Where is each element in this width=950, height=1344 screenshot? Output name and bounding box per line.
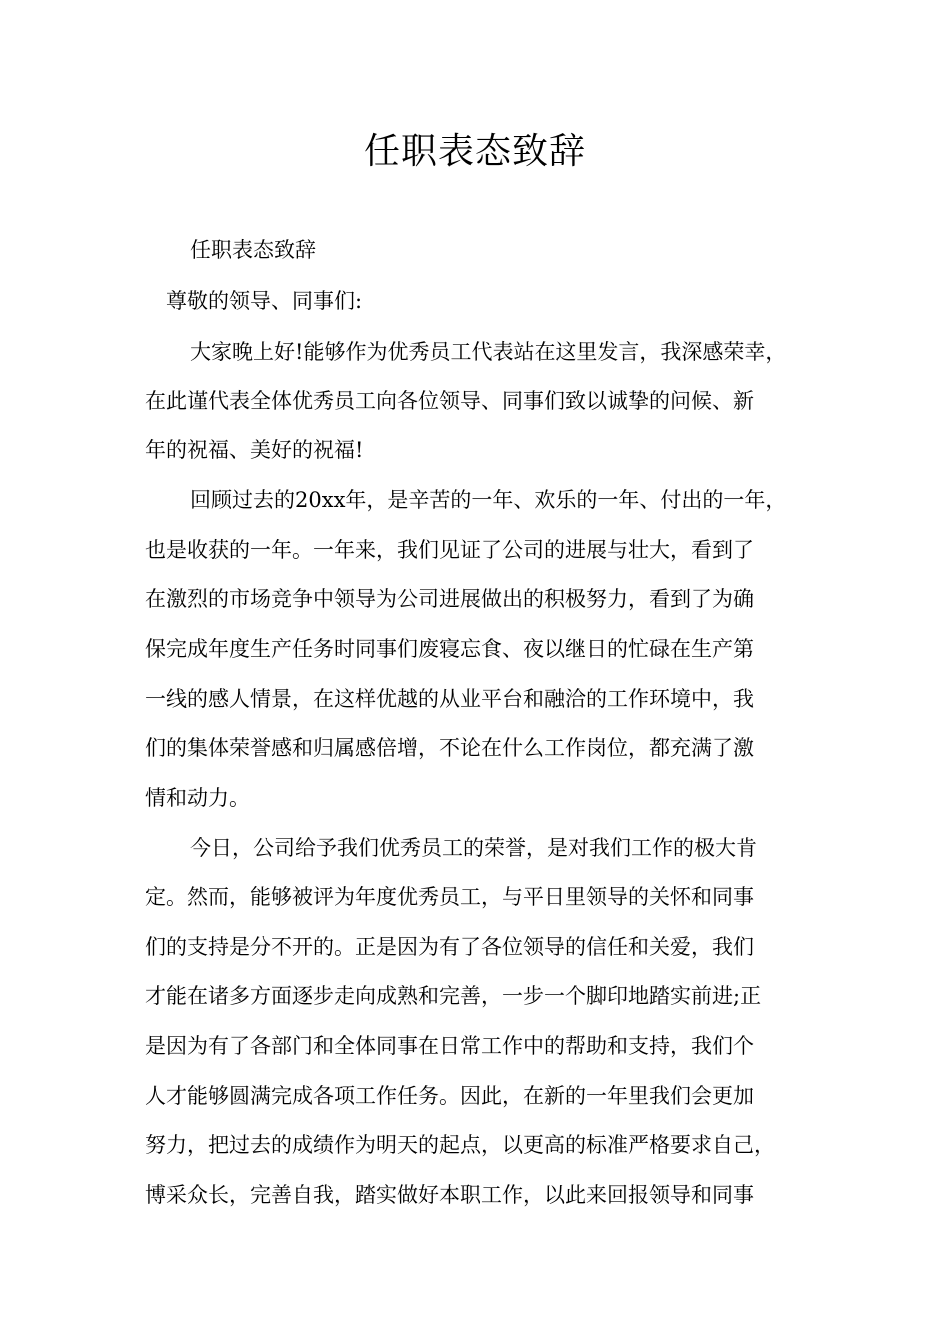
text-line: 也是收获的一年。一年来，我们见证了公司的进展与壮大，看到了 xyxy=(145,538,754,562)
text-line: 任职表态致辞 xyxy=(190,238,316,262)
text-line: 定。然而，能够被评为年度优秀员工，与平日里领导的关怀和同事 xyxy=(145,885,754,909)
text-line: 人才能够圆满完成各项工作任务。因此，在新的一年里我们会更加 xyxy=(145,1084,754,1108)
text-line: 努力，把过去的成绩作为明天的起点，以更高的标准严格要求自己， xyxy=(145,1133,775,1157)
text-line: 一线的感人情景，在这样优越的从业平台和融洽的工作环境中，我 xyxy=(145,687,754,711)
text-line: 们的集体荣誉感和归属感倍增，不论在什么工作岗位，都充满了激 xyxy=(145,736,754,760)
text-line: 才能在诸多方面逐步走向成熟和完善，一步一个脚印地踏实前进;正 xyxy=(145,984,762,1008)
text-line: 大家晚上好!能够作为优秀员工代表站在这里发言，我深感荣幸， xyxy=(190,340,787,364)
text-line: 在此谨代表全体优秀员工向各位领导、同事们致以诚挚的问候、新 xyxy=(145,389,754,413)
text-line: 博采众长，完善自我，踏实做好本职工作，以此来回报领导和同事 xyxy=(145,1183,754,1207)
text-line: 今日，公司给予我们优秀员工的荣誉，是对我们工作的极大肯 xyxy=(190,836,757,860)
document-title: 任职表态致辞 xyxy=(363,131,586,172)
text-line: 们的支持是分不开的。正是因为有了各位领导的信任和关爱，我们 xyxy=(145,935,754,959)
text-line: 保完成年度生产任务时同事们废寝忘食、夜以继日的忙碌在生产第 xyxy=(145,637,754,661)
text-line: 是因为有了各部门和全体同事在日常工作中的帮助和支持，我们个 xyxy=(145,1034,754,1058)
text-line: 情和动力。 xyxy=(145,786,250,810)
text-line: 回顾过去的20xx年，是辛苦的一年、欢乐的一年、付出的一年， xyxy=(190,488,787,512)
text-line: 年的祝福、美好的祝福! xyxy=(145,438,364,462)
text-line: 尊敬的领导、同事们: xyxy=(166,289,363,313)
text-line: 在激烈的市场竞争中领导为公司进展做出的积极努力，看到了为确 xyxy=(145,587,754,611)
